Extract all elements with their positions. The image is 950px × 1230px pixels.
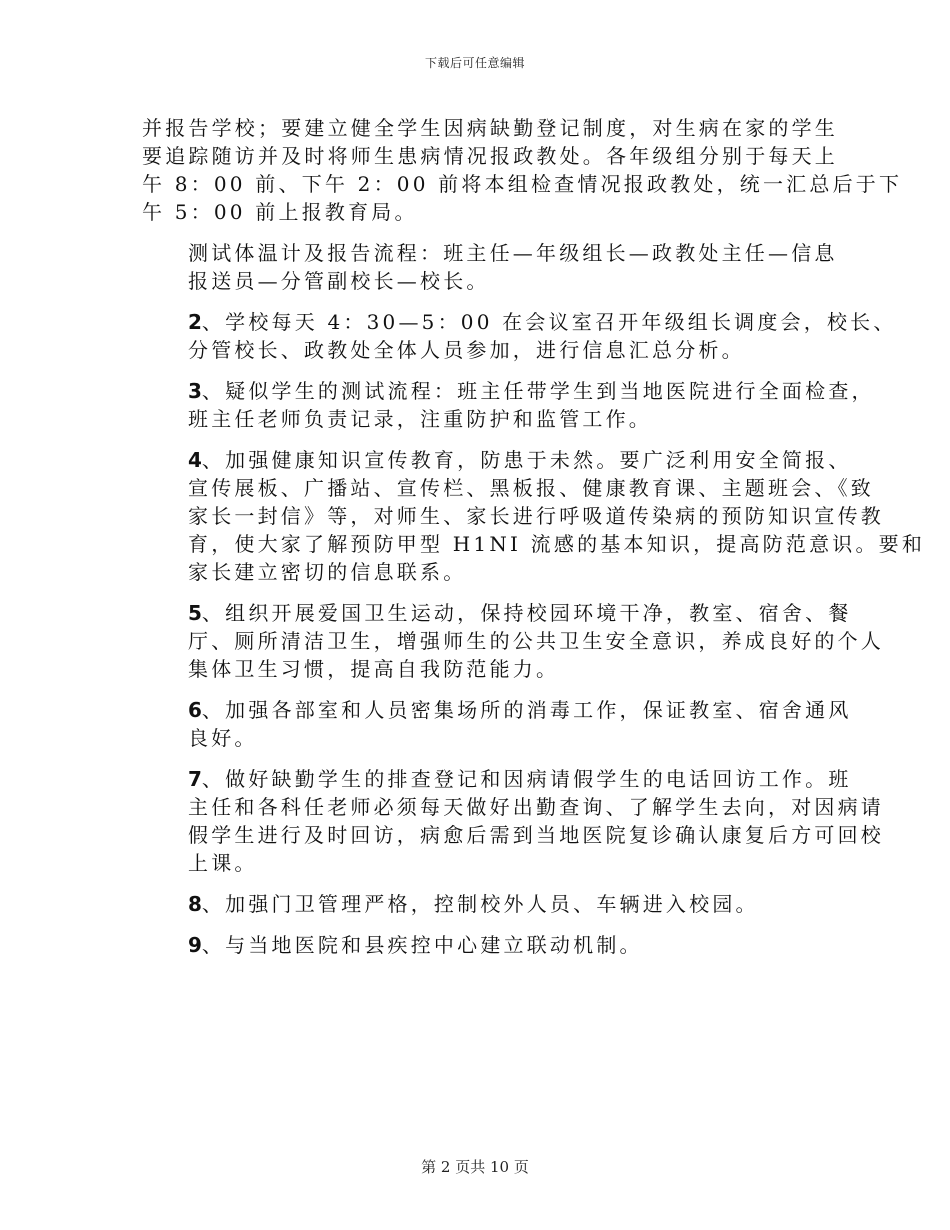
item-number: 4 bbox=[188, 448, 202, 472]
text-line bbox=[142, 405, 810, 433]
paragraph bbox=[142, 599, 884, 683]
line-text: 家长建立密切的信息联系。 bbox=[188, 560, 467, 584]
line-text: 宣传展板、广播站、宣传栏、黑板报、健康教育课、主题班会、《致 bbox=[188, 476, 874, 500]
paragraph bbox=[142, 377, 875, 433]
text-line bbox=[142, 655, 810, 683]
line-text: 假学生进行及时回访，病愈后需到当地医院复诊确认康复后方可回校 bbox=[188, 823, 884, 847]
line-text: 并报告学校；要建立健全学生因病缺勤登记制度，对生病在家的学生 bbox=[142, 116, 838, 140]
line-text: 分管校长、政教处全体人员参加，进行信息汇总分析。 bbox=[188, 338, 745, 362]
text-line bbox=[142, 377, 875, 405]
paragraph bbox=[142, 114, 903, 226]
line-text: 测试体温计及报告流程：班主任—年级组长—政教处主任—信息 bbox=[188, 241, 838, 265]
line-text: 、疑似学生的测试流程：班主任带学生到当地医院进行全面检查， bbox=[201, 379, 875, 403]
text-line bbox=[142, 239, 838, 267]
item-number: 7 bbox=[188, 767, 202, 791]
line-text: 良好。 bbox=[188, 726, 258, 750]
line-text: 育，使大家了解预防甲型 H1NI 流感的基本知识，提高防范意识。要和 bbox=[188, 532, 926, 556]
paragraph bbox=[142, 765, 884, 877]
line-text: 要追踪随访并及时将师生患病情况报政教处。各年级组分别于每天上 bbox=[142, 144, 838, 168]
paragraph bbox=[142, 239, 838, 295]
line-text: 、与当地医院和县疾控中心建立联动机制。 bbox=[201, 933, 643, 957]
document-body bbox=[142, 114, 926, 959]
line-text: 集体卫生习惯，提高自我防范能力。 bbox=[188, 657, 560, 681]
page-footer: 第 2 页共 10 页 bbox=[421, 1158, 529, 1176]
paragraph bbox=[142, 890, 810, 918]
paragraph bbox=[142, 931, 810, 959]
line-text: 、加强门卫管理严格，控制校外人员、车辆进入校园。 bbox=[201, 892, 759, 916]
text-line bbox=[142, 308, 897, 336]
line-text: 班主任老师负责记录，注重防护和监管工作。 bbox=[188, 407, 652, 431]
text-line bbox=[142, 502, 884, 530]
text-line bbox=[142, 599, 852, 627]
paragraph bbox=[142, 696, 852, 752]
item-number: 6 bbox=[188, 698, 202, 722]
line-text: 主任和各科任老师必须每天做好出勤查询、了解学生去向，对因病请 bbox=[188, 795, 884, 819]
item-number: 8 bbox=[188, 892, 202, 916]
line-text: 午 5：00 前上报教育局。 bbox=[142, 200, 418, 224]
item-number: 2 bbox=[188, 310, 202, 334]
text-line bbox=[142, 474, 874, 502]
item-number: 5 bbox=[188, 601, 202, 625]
line-text: 、加强各部室和人员密集场所的消毒工作，保证教室、宿舍通风 bbox=[201, 698, 852, 722]
text-line bbox=[142, 530, 926, 558]
text-line bbox=[142, 114, 838, 142]
line-text: 午 8：00 前、下午 2：00 前将本组检查情况报政教处，统一汇总后于下 bbox=[142, 172, 903, 196]
text-line bbox=[142, 627, 884, 655]
paragraph bbox=[142, 446, 926, 586]
text-line bbox=[142, 558, 810, 586]
line-text: 、学校每天 4：30—5：00 在会议室召开年级组长调度会，校长、 bbox=[201, 310, 897, 334]
text-line bbox=[142, 446, 852, 474]
text-line bbox=[142, 793, 884, 821]
text-line bbox=[142, 821, 884, 849]
line-text: 家长一封信》等，对师生、家长进行呼吸道传染病的预防知识宣传教 bbox=[188, 504, 884, 528]
text-line bbox=[142, 890, 810, 918]
text-line bbox=[142, 142, 838, 170]
line-text: 厅、厕所清洁卫生，增强师生的公共卫生安全意识，养成良好的个人 bbox=[188, 629, 884, 653]
line-text: 、组织开展爱国卫生运动，保持校园环境干净，教室、宿舍、餐 bbox=[201, 601, 852, 625]
item-number: 9 bbox=[188, 933, 202, 957]
paragraph bbox=[142, 308, 897, 364]
line-text: 报送员—分管副校长—校长。 bbox=[188, 269, 490, 293]
text-line bbox=[142, 931, 810, 959]
line-text: 上课。 bbox=[188, 851, 258, 875]
text-line bbox=[142, 170, 903, 198]
text-line bbox=[142, 267, 810, 295]
text-line bbox=[142, 198, 810, 226]
text-line bbox=[142, 336, 810, 364]
page-header: 下载后可任意编辑 bbox=[424, 56, 525, 70]
text-line bbox=[142, 765, 852, 793]
line-text: 、加强健康知识宣传教育，防患于未然。要广泛利用安全简报、 bbox=[201, 448, 852, 472]
text-line bbox=[142, 696, 852, 724]
text-line bbox=[142, 849, 810, 877]
item-number: 3 bbox=[188, 379, 202, 403]
line-text: 、做好缺勤学生的排查登记和因病请假学生的电话回访工作。班 bbox=[201, 767, 852, 791]
text-line bbox=[142, 724, 810, 752]
